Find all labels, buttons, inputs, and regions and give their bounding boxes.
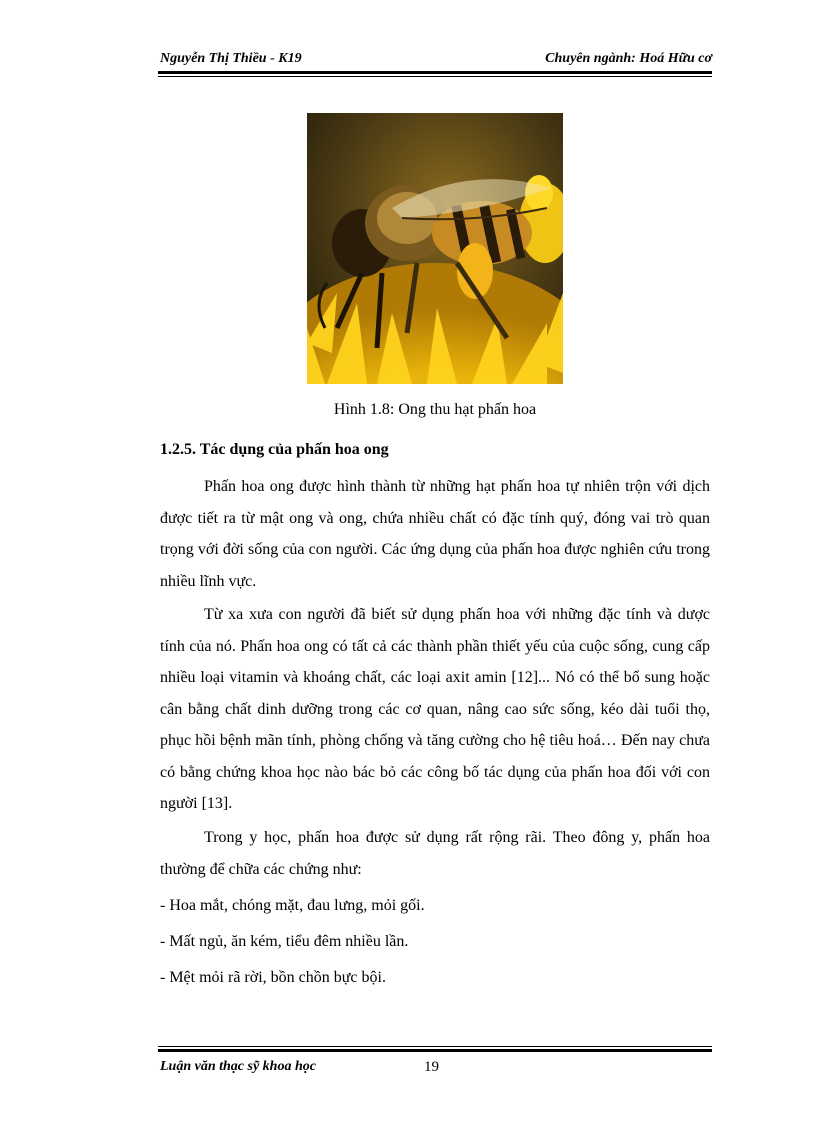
bee-photo <box>307 113 563 384</box>
header-major: Chuyên ngành: Hoá Hữu cơ <box>545 51 712 66</box>
footer-rule-thin <box>158 1046 712 1047</box>
footer-thesis: Luận văn thạc sỹ khoa học <box>160 1059 316 1074</box>
paragraph-3: Trong y học, phấn hoa được sử dụng rất rộng rãi. Theo đông y, phấn hoa thường để chữa các chứng như: <box>160 829 710 878</box>
paragraph-1: Phấn hoa ong được hình thành từ những hạt phấn hoa tự nhiên trộn với dịch được tiết ra từ mật ong và ong, chứa nhiều chất có đặc tính quý, đóng vai trò quan trọng với đời sống của con người. Các ứng dụng của phấn hoa được nghiên cứu trong nhiều lĩnh vực. <box>160 478 710 590</box>
list-item: - Mất ngủ, ăn kém, tiểu đêm nhiều lần. <box>160 933 409 950</box>
section-title: 1.2.5. Tác dụng của phấn hoa ong <box>160 441 389 458</box>
header-rule-thin <box>158 76 712 77</box>
figure-caption: Hình 1.8: Ong thu hạt phấn hoa <box>333 401 537 418</box>
header-author: Nguyễn Thị Thiều - K19 <box>160 51 302 66</box>
list-item: - Hoa mắt, chóng mặt, đau lưng, mỏi gối. <box>160 897 425 914</box>
footer-rule-thick <box>158 1049 712 1052</box>
page-number: 19 <box>424 1059 439 1075</box>
header-rule-thick <box>158 71 712 74</box>
list-item: - Mệt mỏi rã rời, bồn chồn bực bội. <box>160 969 386 986</box>
paragraph-2: Từ xa xưa con người đã biết sử dụng phấn hoa với những đặc tính và dược tính của nó. Phấn hoa ong có tất cả các thành phần thiết yếu của cuộc sống, cung cấp nhiều loại vitamin và khoáng chất, các loại axit amin [12]... Nó có thể bổ sung hoặc cân bằng chất dinh dưỡng trong các cơ quan, nâng cao sức sống, kéo dài tuổi thọ, phục hồi bệnh mãn tính, phòng chống và tăng cường cho hệ tiêu hoá… Đến nay chưa có bằng chứng khoa học nào bác bỏ các công bố tác dụng của phấn hoa đối với con người [13]. <box>160 606 710 812</box>
bee-on-flower-image <box>307 113 563 384</box>
